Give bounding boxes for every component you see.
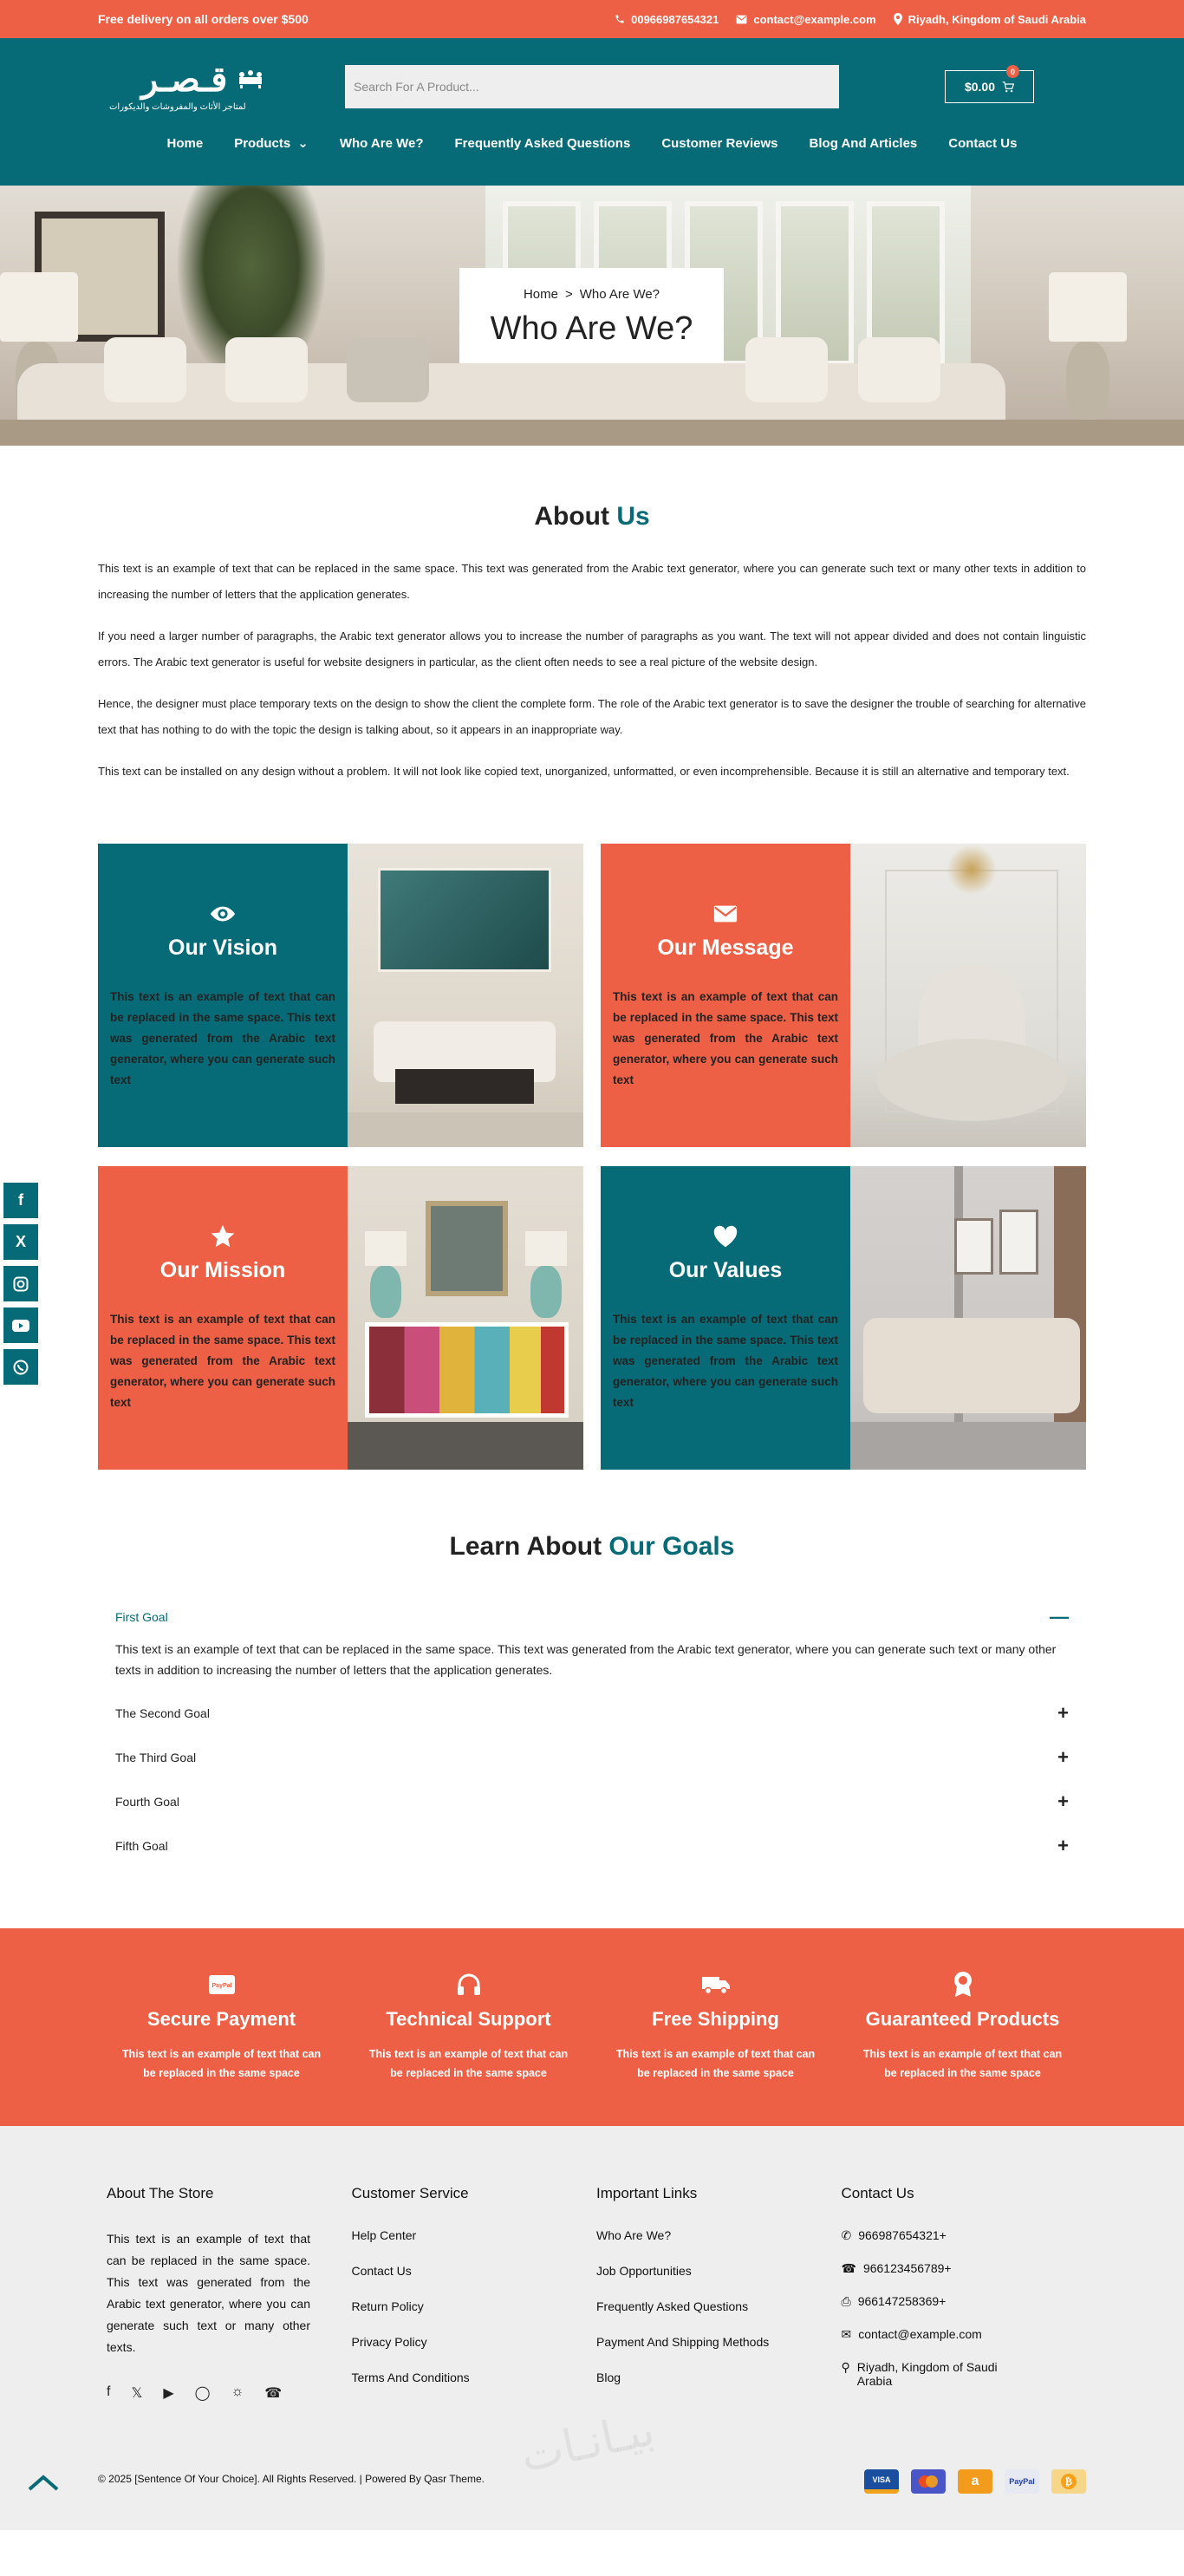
feature-text: This text is an example of text that can be replaced in the same space bbox=[615, 2048, 816, 2079]
goals-title bbox=[98, 1532, 1086, 1562]
plus-icon: + bbox=[1057, 1834, 1069, 1856]
accordion-body: This text is an example of text that can be replaced in the same space. This text was generated from the Arabic text generator, where you can generate such text or many other texts in addition to increasing the number of letters that the application generates. bbox=[115, 1642, 1057, 1677]
card-text: This text is an example of text that can be replaced in the same space. This text was generated from the Arabic text generator, where you can generate such text bbox=[110, 989, 335, 1086]
footer-email[interactable] bbox=[842, 2327, 1087, 2342]
phone-icon bbox=[615, 14, 625, 24]
site-footer bbox=[0, 2126, 1184, 2530]
whatsapp-icon[interactable]: ☎ bbox=[264, 2386, 283, 2401]
cart-button[interactable] bbox=[945, 67, 1034, 103]
card-text: This text is an example of text that can be replaced in the same space. This text was generated from the Arabic text generator, where you can generate such text bbox=[613, 1312, 838, 1409]
logo-tagline: لمتاجر الأثاث والمفروشات والديكورات bbox=[109, 101, 246, 112]
card-vision-image bbox=[348, 844, 583, 1147]
logo-text: قـصـر bbox=[141, 58, 228, 100]
nav-who-are-we[interactable]: Who Are We? bbox=[339, 135, 424, 151]
award-icon bbox=[953, 1971, 973, 1999]
facebook-icon[interactable]: f bbox=[107, 2384, 111, 2399]
x-twitter-icon[interactable]: 𝕏 bbox=[131, 2386, 143, 2401]
card-title: Our Values bbox=[668, 1257, 783, 1282]
plus-icon: + bbox=[1057, 1745, 1069, 1768]
feature-text: This text is an example of text that can be replaced in the same space bbox=[368, 2048, 569, 2079]
crown-sofa-icon bbox=[237, 70, 263, 89]
footer-heading: Contact Us bbox=[841, 2185, 914, 2201]
about-title bbox=[98, 502, 1086, 532]
footer-about-text: This text is an example of text that can be replaced in the same space. This text was generated from the Arabic text generator, where you can generate such text or many other texts. bbox=[107, 2232, 310, 2354]
feature-title: Secure Payment bbox=[146, 2008, 296, 2030]
visa-icon: VISA bbox=[864, 2469, 899, 2494]
goals-title-main: Learn About bbox=[449, 1532, 602, 1561]
nav-blog[interactable]: Blog And Articles bbox=[809, 135, 918, 151]
card-text: This text is an example of text that can be replaced in the same space. This text was generated from the Arabic text generator, where you can generate such text bbox=[613, 989, 838, 1086]
star-icon bbox=[210, 1223, 236, 1249]
truck-icon bbox=[701, 1974, 731, 1995]
plus-icon: + bbox=[1057, 1790, 1069, 1812]
nav-reviews[interactable]: Customer Reviews bbox=[661, 135, 778, 151]
about-paragraph: This text can be installed on any design without a problem. It will not look like copied text, unorganized, unformatted, or even incomprehensible. Because it is still an alternative and temporary text. bbox=[98, 765, 1070, 778]
topbar-email-text: contact@example.com bbox=[753, 12, 876, 26]
about-paragraph: If you need a larger number of paragraphs, the Arabic text generator allows you to increase the number of paragraphs as you want. The text will not appear divided and does not contain linguistic errors. The Arabic text generator is useful for website designers in particular, as the client often needs to see a real picture of the website design. bbox=[98, 629, 1086, 668]
fax-icon: ⎙ bbox=[841, 2294, 851, 2308]
cart-count-badge: 0 bbox=[1006, 65, 1019, 78]
goals-section bbox=[98, 1532, 1086, 1868]
mastercard-icon bbox=[911, 2469, 946, 2494]
heart-icon bbox=[712, 1223, 738, 1249]
footer-link[interactable]: Frequently Asked Questions bbox=[596, 2299, 749, 2313]
accordion-label: The Second Goal bbox=[115, 1705, 210, 1720]
card-vision bbox=[98, 844, 583, 1147]
topbar-location bbox=[894, 13, 1086, 26]
footer-fax[interactable] bbox=[842, 2294, 1087, 2309]
breadcrumb-home[interactable]: Home bbox=[523, 287, 558, 302]
footer-contact bbox=[842, 2185, 1087, 2406]
about-paragraph: Hence, the designer must place temporary texts on the design to show the client the complete form. The role of the Arabic text generator is to save the designer the trouble of searching for alternative text that has nothing to do with the topic the design is talking about, so it appears in an inappropriate way. bbox=[98, 697, 1086, 736]
accordion-item-fourth-goal[interactable] bbox=[98, 1779, 1086, 1823]
envelope-icon: ✉ bbox=[841, 2327, 852, 2341]
card-title: Our Message bbox=[657, 935, 794, 960]
footer-link[interactable]: Who Are We? bbox=[596, 2228, 672, 2242]
feature-technical-support bbox=[345, 1970, 592, 2083]
feature-text: This text is an example of text that can be replaced in the same space bbox=[862, 2048, 1063, 2079]
cart-total: $0.00 bbox=[964, 80, 995, 94]
value-cards bbox=[98, 844, 1086, 1470]
footer-address-text: Riyadh, Kingdom of Saudi Arabia bbox=[856, 2360, 998, 2388]
hero-banner bbox=[0, 186, 1184, 446]
hero-title-card bbox=[459, 268, 724, 363]
back-to-top-icon[interactable] bbox=[26, 2474, 61, 2491]
accordion-label: Fifth Goal bbox=[115, 1838, 168, 1853]
card-values-image bbox=[850, 1166, 1086, 1470]
footer-link[interactable]: Help Center bbox=[351, 2228, 417, 2242]
accordion-item-fifth-goal[interactable] bbox=[98, 1823, 1086, 1868]
accordion-label: First Goal bbox=[115, 1609, 168, 1624]
youtube-icon[interactable]: ▶ bbox=[163, 2386, 174, 2401]
accordion-item-first-goal[interactable] bbox=[98, 1595, 1086, 1639]
envelope-icon bbox=[712, 901, 738, 927]
nav-faq[interactable]: Frequently Asked Questions bbox=[454, 135, 631, 151]
location-pin-icon bbox=[894, 13, 902, 25]
footer-about bbox=[107, 2185, 352, 2406]
breadcrumb-current: Who Are We? bbox=[579, 287, 660, 302]
accordion-label: Fourth Goal bbox=[115, 1794, 179, 1809]
feature-free-shipping bbox=[592, 1970, 839, 2083]
eye-icon bbox=[210, 901, 236, 927]
footer-phone-text: 966987654321+ bbox=[858, 2228, 947, 2242]
top-bar bbox=[0, 0, 1184, 38]
headphones-icon bbox=[456, 1973, 482, 1997]
feature-text: This text is an example of text that can be replaced in the same space bbox=[121, 2048, 322, 2079]
footer-customer-service bbox=[352, 2185, 597, 2406]
plus-icon: + bbox=[1057, 1701, 1069, 1724]
copyright-text: © 2025 [Sentence Of Your Choice]. All Rights Reserved. | Powered By Qasr Theme. bbox=[98, 2473, 485, 2485]
goals-accordion bbox=[98, 1595, 1086, 1868]
card-mission bbox=[98, 1166, 583, 1470]
card-message bbox=[601, 844, 1086, 1147]
breadcrumb-separator: > bbox=[564, 287, 573, 302]
nav-products-label: Products bbox=[234, 135, 291, 151]
about-paragraph: This text is an example of text that can be replaced in the same space. This text was generated from the Arabic text generator, where you can generate such text or many other texts in addition to increasing the number of letters that the application generates. bbox=[98, 562, 1086, 601]
footer-address bbox=[842, 2360, 1087, 2388]
payment-methods bbox=[864, 2469, 1086, 2494]
svg-text:PayPal: PayPal bbox=[211, 1983, 231, 1989]
search-input[interactable] bbox=[345, 65, 839, 108]
amazon-icon: a bbox=[958, 2469, 992, 2494]
accordion-item-third-goal[interactable] bbox=[98, 1735, 1086, 1779]
footer-heading: Important Links bbox=[596, 2185, 698, 2201]
chevron-down-icon: ⌄ bbox=[297, 136, 309, 151]
about-title-accent: Us bbox=[616, 502, 650, 531]
footer-whatsapp[interactable] bbox=[842, 2261, 1087, 2276]
facebook-icon[interactable]: f bbox=[3, 1183, 38, 1218]
topbar-phone[interactable] bbox=[615, 13, 719, 26]
footer-link[interactable]: Return Policy bbox=[351, 2299, 424, 2313]
card-mission-image bbox=[348, 1166, 583, 1470]
page-title: Who Are We? bbox=[490, 310, 693, 347]
paypal-icon: PayPal bbox=[1005, 2469, 1039, 2494]
card-text: This text is an example of text that can be replaced in the same space. This text was generated from the Arabic text generator, where you can generate such text bbox=[110, 1312, 335, 1409]
card-values bbox=[601, 1166, 1086, 1470]
feature-secure-payment bbox=[98, 1970, 345, 2083]
card-message-image bbox=[850, 844, 1086, 1147]
footer-email-text: contact@example.com bbox=[858, 2327, 982, 2341]
footer-phone[interactable] bbox=[842, 2228, 1087, 2243]
accordion-label: The Third Goal bbox=[115, 1750, 197, 1764]
card-title: Our Mission bbox=[159, 1257, 286, 1282]
bitcoin-icon bbox=[1051, 2469, 1086, 2494]
footer-link[interactable]: Job Opportunities bbox=[596, 2264, 692, 2278]
nav-contact[interactable]: Contact Us bbox=[948, 135, 1018, 151]
footer-important-links bbox=[596, 2185, 842, 2406]
topbar-location-text: Riyadh, Kingdom of Saudi Arabia bbox=[908, 12, 1086, 26]
footer-link[interactable]: Contact Us bbox=[351, 2264, 412, 2278]
feature-title: Free Shipping bbox=[652, 2008, 779, 2030]
topbar-email[interactable] bbox=[736, 13, 875, 26]
nav-products[interactable] bbox=[234, 135, 309, 151]
footer-whatsapp-text: 966123456789+ bbox=[862, 2261, 952, 2275]
cart-icon bbox=[1002, 82, 1014, 93]
location-pin-icon: ⚲ bbox=[841, 2360, 850, 2374]
promo-text: Free delivery on all orders over $500 bbox=[98, 12, 309, 26]
topbar-phone-text: 00966987654321 bbox=[631, 12, 719, 26]
site-header bbox=[0, 38, 1184, 186]
footer-fax-text: 966147258369+ bbox=[857, 2294, 947, 2308]
svg-text:₿: ₿ bbox=[1064, 2475, 1073, 2488]
feature-guaranteed-products bbox=[839, 1970, 1086, 2083]
phone-icon: ✆ bbox=[841, 2228, 852, 2242]
snapchat-icon[interactable]: ☼ bbox=[231, 2384, 244, 2399]
youtube-icon[interactable] bbox=[3, 1308, 38, 1343]
goals-title-accent: Our Goals bbox=[608, 1532, 735, 1561]
footer-link[interactable]: Blog bbox=[596, 2371, 621, 2384]
about-title-main: About bbox=[534, 502, 609, 531]
envelope-icon bbox=[736, 15, 747, 24]
footer-heading: Customer Service bbox=[351, 2185, 469, 2201]
minus-icon: — bbox=[1050, 1605, 1069, 1627]
footer-heading: About The Store bbox=[107, 2185, 214, 2201]
main-nav bbox=[98, 135, 1086, 151]
instagram-icon[interactable] bbox=[3, 1266, 38, 1301]
about-section bbox=[98, 446, 1086, 1868]
footer-link[interactable]: Privacy Policy bbox=[351, 2335, 427, 2349]
x-twitter-icon[interactable]: X bbox=[3, 1224, 38, 1260]
whatsapp-icon: ☎ bbox=[841, 2261, 856, 2275]
instagram-icon[interactable]: ◯ bbox=[194, 2386, 211, 2401]
footer-link[interactable]: Payment And Shipping Methods bbox=[596, 2335, 770, 2349]
whatsapp-icon[interactable] bbox=[3, 1349, 38, 1385]
paypal-icon bbox=[208, 1974, 236, 1995]
site-logo[interactable] bbox=[98, 58, 345, 112]
footer-watermark: بيـانـات bbox=[516, 2403, 660, 2483]
footer-link[interactable]: Terms And Conditions bbox=[351, 2371, 470, 2384]
nav-home[interactable]: Home bbox=[166, 135, 204, 151]
breadcrumb bbox=[468, 287, 715, 302]
accordion-item-second-goal[interactable] bbox=[98, 1691, 1086, 1735]
card-title: Our Vision bbox=[168, 935, 277, 960]
footer-socials bbox=[107, 2384, 352, 2402]
feature-title: Guaranteed Products bbox=[865, 2008, 1060, 2030]
features-band bbox=[0, 1928, 1184, 2126]
floating-social-bar bbox=[3, 1183, 38, 1385]
feature-title: Technical Support bbox=[386, 2008, 551, 2030]
